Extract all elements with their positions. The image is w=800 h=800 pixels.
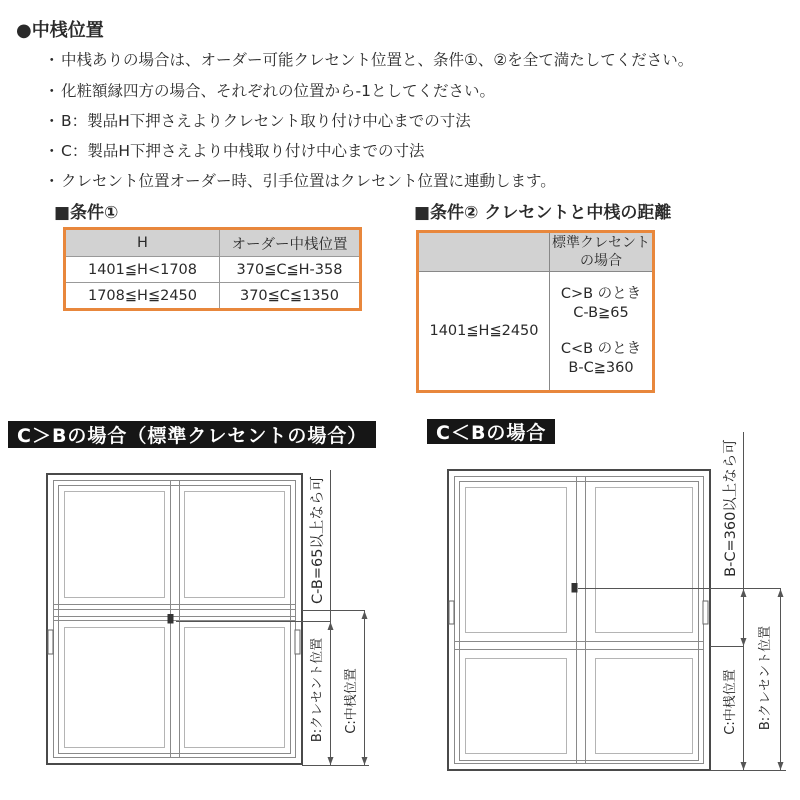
page-title: ●中桟位置: [16, 20, 104, 41]
case2-condition: C<B のとき: [560, 340, 642, 357]
left-clearance-note: C-B=65以上なら可: [310, 476, 326, 604]
cell-h-range: 1401≦H≦2450: [419, 272, 550, 390]
left-pull-handle-icon: [449, 601, 454, 624]
cell-h-range: 1708≦H≦2450: [65, 283, 220, 310]
right-dimension-b-label: B:クレセント位置: [758, 625, 773, 731]
note-text: B：製品H下押さえよりクレセント取り付け中心までの寸法: [61, 112, 471, 130]
cell-c-range: 370≦C≦1350: [220, 283, 361, 310]
crescent-lock-icon: [572, 583, 578, 593]
crescent-lock-icon: [168, 614, 174, 624]
left-pull-handle-icon: [48, 630, 53, 654]
bullet-icon: ・: [44, 51, 60, 69]
case2-rule: B-C≧360: [568, 359, 634, 376]
right-dimension-c-label: C:中桟位置: [723, 669, 738, 735]
diagram-right-title: C＜Bの場合: [436, 422, 547, 444]
note-text: 中桟ありの場合は、オーダー可能クレセント位置と、条件①、②を全て満たしてください。: [61, 51, 694, 69]
right-clearance-note: B-C=360以上なら可: [723, 439, 739, 577]
bullet-icon: ・: [44, 112, 60, 130]
bullet-icon: ・: [44, 142, 60, 160]
condition1-heading: ■条件①: [54, 203, 119, 223]
cell-h-range: 1401≦H<1708: [65, 257, 220, 283]
right-pull-handle-icon: [295, 630, 300, 654]
left-dimension-b-label: B:クレセント位置: [310, 637, 325, 743]
diagram-left-title: C＞Bの場合（標準クレセントの場合）: [17, 425, 368, 447]
col-header-h: H: [65, 229, 220, 257]
note-text: 化粧額縁四方の場合、それぞれの位置から-1としてください。: [61, 82, 495, 100]
bullet-icon: ・: [44, 172, 60, 190]
note-text: C：製品H下押さえより中桟取り付け中心までの寸法: [61, 142, 425, 160]
header-line: の場合: [580, 253, 622, 269]
bullet-icon: ・: [44, 82, 60, 100]
cell-c-range: 370≦C≦H-358: [220, 257, 361, 283]
note-text: クレセント位置オーダー時、引手位置はクレセント位置に連動します。: [61, 172, 556, 190]
right-pull-handle-icon: [703, 601, 708, 624]
case1-rule: C-B≧65: [573, 304, 629, 321]
left-dimension-c-label: C:中桟位置: [344, 668, 359, 734]
condition2-heading: ■条件② クレセントと中桟の距離: [414, 203, 672, 223]
case1-condition: C>B のとき: [560, 285, 642, 302]
left-window-drawing: [47, 470, 369, 766]
right-window-drawing: [448, 432, 786, 771]
col-header-order-rail-pos: オーダー中桟位置: [220, 229, 361, 257]
header-line: 標準クレセント: [552, 235, 650, 251]
